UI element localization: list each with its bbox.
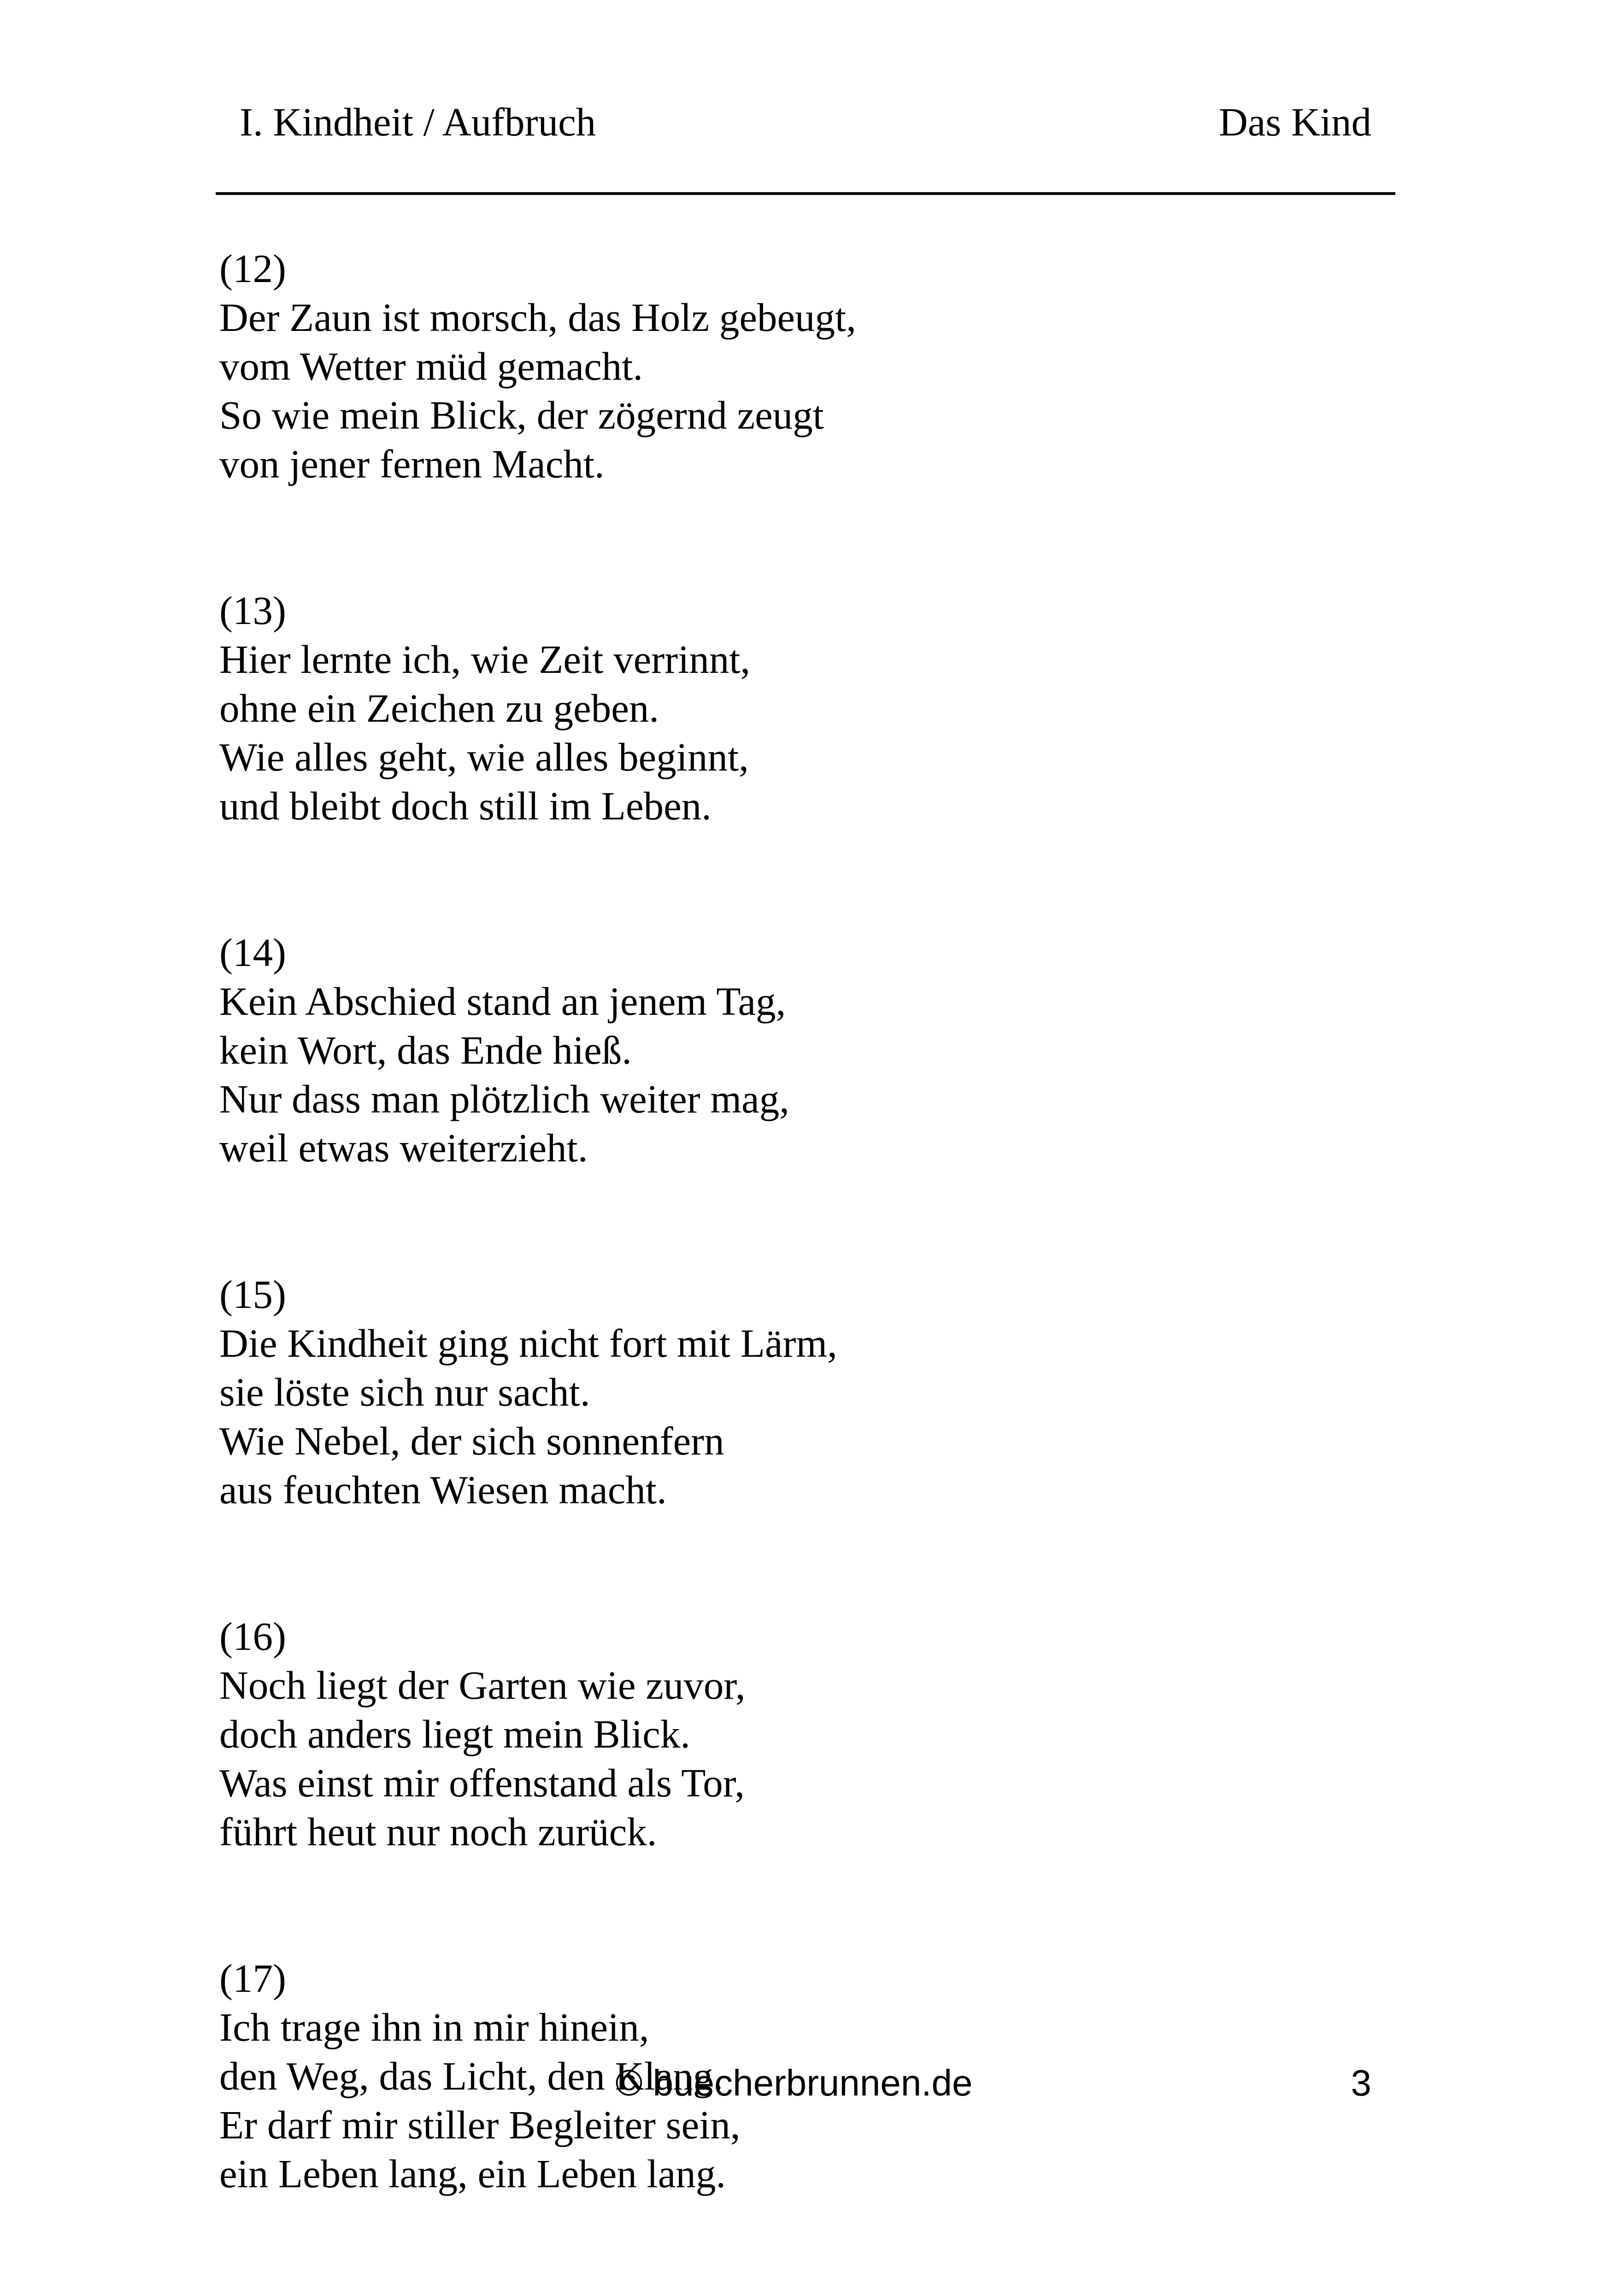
verse-line: weil etwas weiterzieht.: [219, 1125, 588, 1170]
verse-line: ein Leben lang, ein Leben lang.: [219, 2151, 726, 2196]
verse-line: Hier lernte ich, wie Zeit verrinnt,: [219, 637, 751, 682]
verse-line: ohne ein Zeichen zu geben.: [219, 686, 659, 730]
verse-line: Wie alles geht, wie alles beginnt,: [219, 735, 749, 779]
verse-line: Kein Abschied stand an jenem Tag,: [219, 979, 786, 1024]
verse-line: und bleibt doch still im Leben.: [219, 783, 712, 828]
header-divider: [216, 192, 1395, 195]
verse-line: doch anders liegt mein Blick.: [219, 1712, 690, 1756]
stanza: [219, 1612, 1371, 1856]
verse-line: Der Zaun ist morsch, das Holz gebeugt,: [219, 295, 856, 340]
verse-line: von jener fernen Macht.: [219, 442, 605, 486]
verse-line: Er darf mir stiller Begleiter sein,: [219, 2102, 741, 2147]
header-section-title: I. Kindheit / Aufbruch: [240, 100, 596, 144]
verse-line: führt heut nur noch zurück.: [219, 1809, 657, 1854]
verse-line: Noch liegt der Garten wie zuvor,: [219, 1663, 746, 1707]
stanza-number: (15): [219, 1272, 286, 1317]
stanza: [219, 586, 1371, 830]
verse-line: vom Wetter müd gemacht.: [219, 344, 643, 389]
stanza: [219, 928, 1371, 1172]
page-header: [217, 94, 1371, 150]
verse-line: Die Kindheit ging nicht fort mit Lärm,: [219, 1321, 837, 1366]
verse-line: aus feuchten Wiesen macht.: [219, 1467, 667, 1512]
verse-line: Ich trage ihn in mir hinein,: [219, 2005, 649, 2049]
verse-line: sie löste sich nur sacht.: [219, 1370, 590, 1414]
verse-line: den Weg, das Licht, den Klang.: [219, 2054, 723, 2098]
verse-line: So wie mein Blick, der zögernd zeugt: [219, 393, 824, 437]
stanza-number: (13): [219, 588, 286, 633]
verse-line: Wie Nebel, der sich sonnenfern: [219, 1419, 724, 1463]
stanza-number: (17): [219, 1956, 286, 2001]
stanza: [219, 244, 1371, 489]
verse-line: Nur dass man plötzlich weiter mag,: [219, 1077, 789, 1121]
stanza-number: (14): [219, 930, 286, 975]
poem-body: [219, 244, 1371, 2296]
header-poem-title: Das Kind: [1218, 100, 1371, 144]
page-footer: [217, 2055, 1371, 2111]
stanza: [219, 1270, 1371, 1514]
copyright-notice: © buecherbrunnen.de: [615, 2062, 973, 2103]
page-number: 3: [1351, 2062, 1371, 2103]
stanza-number: (16): [219, 1614, 286, 1659]
verse-line: kein Wort, das Ende hieß.: [219, 1028, 632, 1072]
stanza-number: (12): [219, 246, 286, 291]
verse-line: Was einst mir offenstand als Tor,: [219, 1760, 745, 1805]
